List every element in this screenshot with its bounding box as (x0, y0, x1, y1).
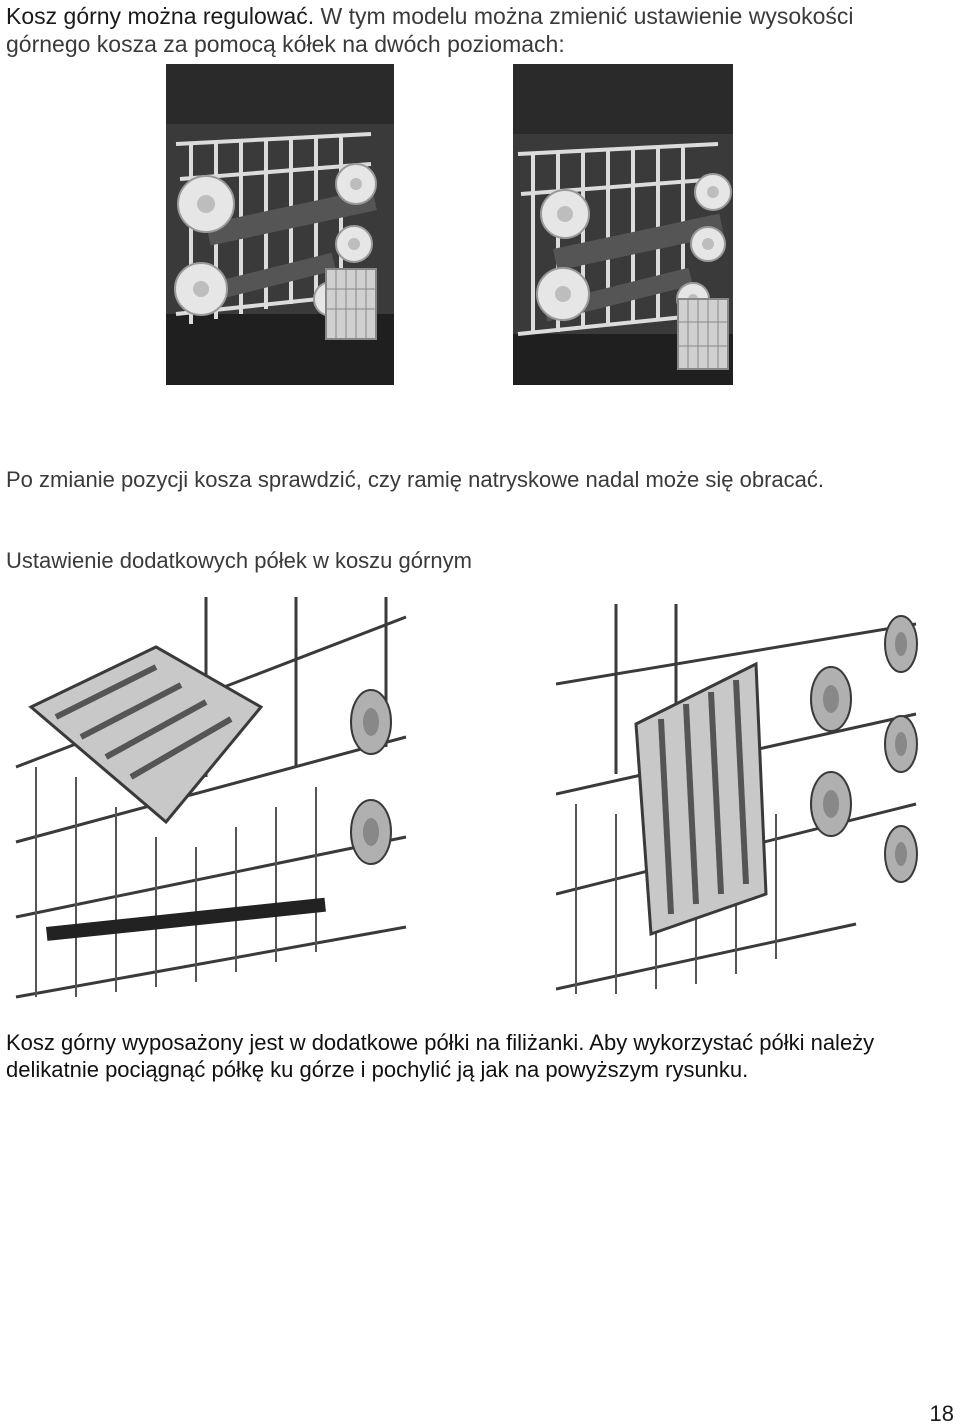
page-number: 18 (929, 1401, 954, 1426)
shelves-heading: Ustawienie dodatkowych półek w koszu górnym (6, 548, 472, 573)
shelves-description-line2: delikatnie pociągnąć półkę ku górze i pochylić ją jak na powyższym rysunku. (6, 1057, 749, 1082)
basket-photo-upper-position (166, 64, 394, 385)
shelves-description (6, 1029, 874, 1083)
intro-line2: górnego kosza za pomocą kółek na dwóch poziomach: (6, 31, 565, 57)
intro-paragraph (6, 2, 854, 58)
intro-lead: Kosz górny można regulować. (6, 3, 315, 29)
shelves-description-line1: Kosz górny wyposażony jest w dodatkowe półki na filiżanki. Aby wykorzystać półki należy (6, 1030, 875, 1055)
basket-photo-lower-position (513, 64, 733, 385)
cup-shelf-drawing-tilted (6, 597, 416, 1007)
cup-shelf-drawing-folded (556, 604, 922, 1004)
intro-line1-rest: W tym modelu można zmienić ustawienie wysokości (314, 3, 854, 29)
spray-arm-check-note: Po zmianie pozycji kosza sprawdzić, czy ramię natryskowe nadal może się obracać. (6, 467, 824, 492)
